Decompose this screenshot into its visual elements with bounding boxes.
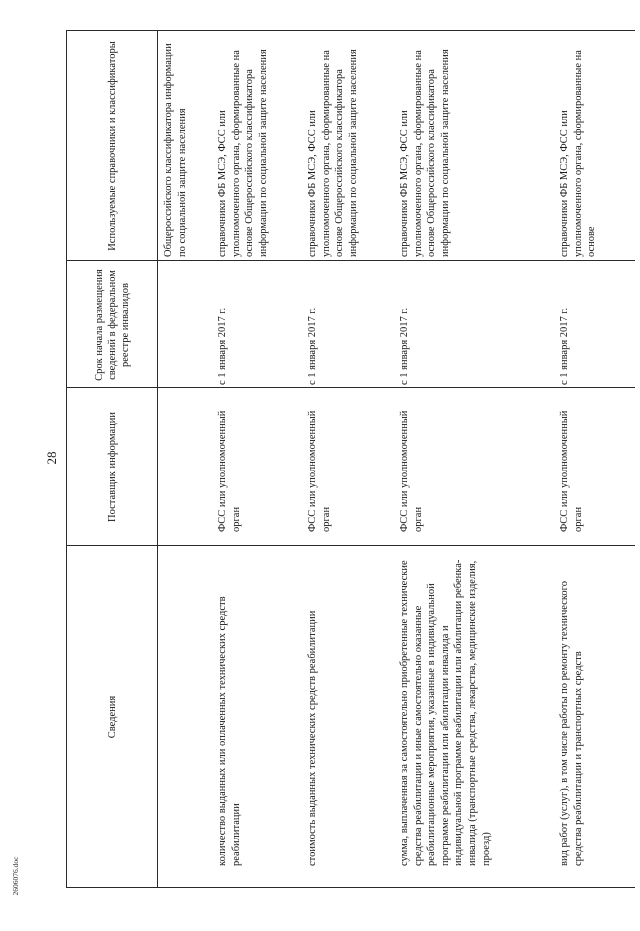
row-1-spravochniki: справочники ФБ МСЭ, ФСС или уполномоченного органа, сформированные на основе Общероссийского классификатора информации по социальной защите населения <box>217 49 269 257</box>
row-1-postavshik: ФСС или уполномоченный орган <box>217 410 242 532</box>
column-divider <box>66 387 635 388</box>
table-border-left <box>66 887 635 888</box>
column-divider <box>66 260 635 261</box>
page-number: 28 <box>44 451 59 465</box>
table-border-right <box>66 30 635 31</box>
row-4-srok: с 1 января 2017 г. <box>559 307 570 385</box>
row-1-svedeniya: количество выданных или оплаченных технических средств реабилитации <box>217 596 242 866</box>
row-4-spravochniki: справочники ФБ МСЭ, ФСС или уполномоченного органа, сформированные на основе <box>559 50 598 257</box>
row-3-svedeniya: сумма, выплаченная за самостоятельно приобретенные технические средства реабилитации и иные самостоятельно оказанные реабилитационные мероприятия, указанные в индивидуальной программе реабилитации или абилитации инвалида и индивидуальной программе реабилитации или абилитации ребенка-инвалида (транспортные средства, лекарства, медицинские изделия, проезд) <box>399 559 492 866</box>
row-4-postavshik: ФСС или уполномоченный орган <box>559 410 584 532</box>
header-svedeniya: Сведения <box>106 695 118 739</box>
data-table <box>66 30 635 888</box>
row-3-postavshik: ФСС или уполномоченный орган <box>399 410 424 532</box>
row-4-svedeniya: вид работ (услуг), в том числе работы по ремонту технического средства реабилитации и транспортных средств <box>559 581 584 866</box>
row-2-spravochniki: справочники ФБ МСЭ, ФСС или уполномоченного органа, сформированные на основе Общероссийского классификатора информации по социальной защите населения <box>307 49 359 257</box>
column-divider <box>66 545 635 546</box>
continuation-text: Общероссийского классификатора информации по социальной защите населения <box>163 43 188 257</box>
row-2-svedeniya: стоимость выданных технических средств реабилитации <box>307 610 318 866</box>
header-postavshik: Поставщик информации <box>106 412 118 522</box>
header-spravochniki: Используемые справочники и классификаторы <box>106 41 118 251</box>
header-srok: Срок начала размещения сведений в федеральном реестре инвалидов <box>93 269 131 381</box>
table-border-top <box>66 30 67 888</box>
row-2-srok: с 1 января 2017 г. <box>307 307 318 385</box>
row-3-spravochniki: справочники ФБ МСЭ, ФСС или уполномоченного органа, сформированные на основе Общероссийского классификатора информации по социальной защите населения <box>399 49 451 257</box>
row-1-srok: с 1 января 2017 г. <box>217 307 228 385</box>
row-2-postavshik: ФСС или уполномоченный орган <box>307 410 332 532</box>
document-id: 2606076.doc <box>11 856 20 896</box>
header-divider <box>157 30 158 888</box>
row-3-srok: с 1 января 2017 г. <box>399 307 410 385</box>
